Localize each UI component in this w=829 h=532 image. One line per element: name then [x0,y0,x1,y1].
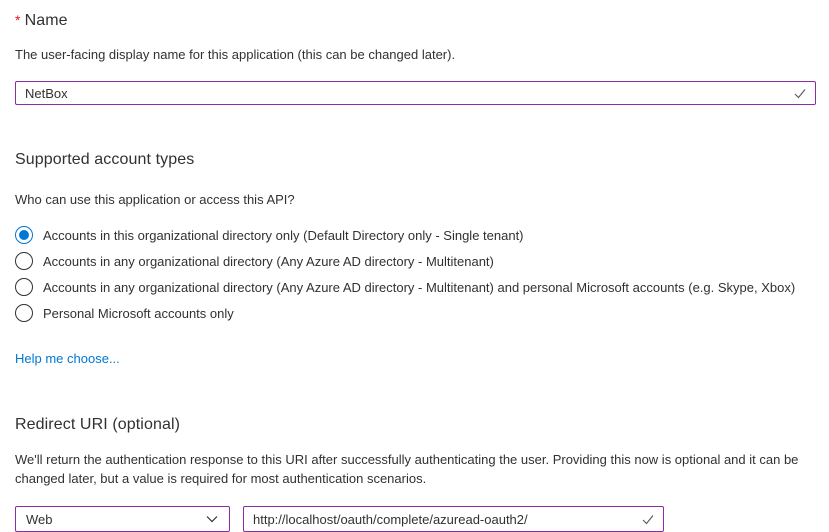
radio-label: Personal Microsoft accounts only [43,305,234,321]
required-marker: * [15,12,21,28]
uri-input-wrap [243,506,664,532]
name-input[interactable] [15,81,816,105]
name-section-header [15,12,816,30]
chevron-down-icon [205,512,219,526]
radio-label: Accounts in any organizational directory (Any Azure AD directory - Multitenant) [43,253,494,269]
radio-single-tenant[interactable] [15,222,816,248]
redirect-uri-title: Redirect URI (optional) [15,416,181,433]
redirect-uri-section [15,416,816,532]
redirect-uri-description: We'll return the authentication response to this URI after successfully authenticating the user. Providing this now is optional and it can be changed later, but a value is required for most authentication scenarios. [15,452,799,486]
account-types-section [15,151,816,368]
name-input-wrap [15,81,816,105]
radio-unselected-icon [15,304,33,322]
radio-multitenant[interactable] [15,248,816,274]
platform-select-value: Web [26,511,53,527]
help-me-choose-link[interactable]: Help me choose... [15,351,120,366]
redirect-uri-row [15,506,816,532]
name-section-title-text: Name [24,12,68,29]
platform-select[interactable] [15,506,230,532]
account-types-radio-group [15,222,816,326]
radio-label: Accounts in any organizational directory (Any Azure AD directory - Multitenant) and personal Microsoft accounts (e.g. Skype, Xbox) [43,279,796,295]
radio-unselected-icon [15,278,33,296]
radio-personal-only[interactable] [15,300,816,326]
radio-multitenant-personal[interactable] [15,274,816,300]
redirect-uri-input[interactable] [243,506,664,532]
radio-label: Accounts in this organizational directory only (Default Directory only - Single tenant) [43,227,524,243]
radio-selected-icon [15,226,33,244]
radio-unselected-icon [15,252,33,270]
name-description: The user-facing display name for this application (this can be changed later). [15,47,456,62]
name-section-title [15,12,68,29]
account-types-title: Supported account types [15,151,195,168]
account-types-question: Who can use this application or access this API? [15,192,295,207]
